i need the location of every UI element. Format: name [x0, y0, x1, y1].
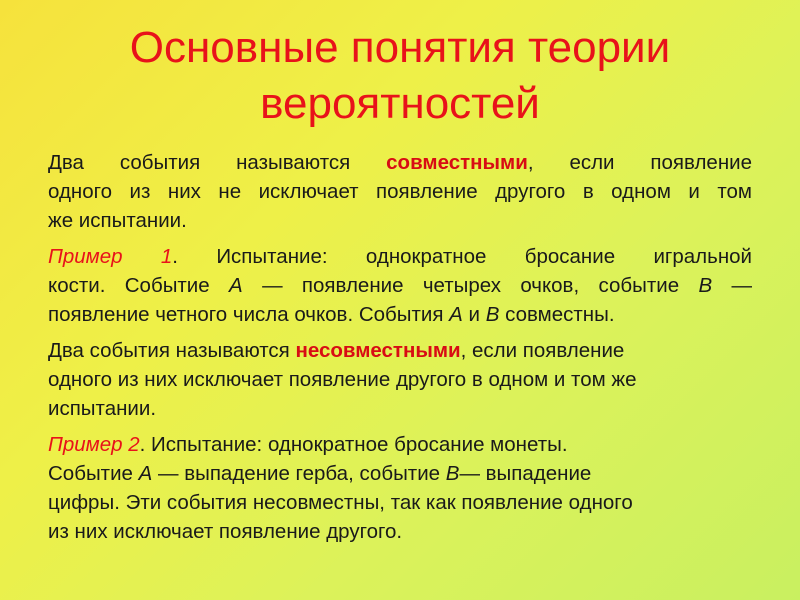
- example-label: Пример 1: [48, 245, 173, 268]
- text-line: одного из них исключает появление другого в одном и том же: [48, 368, 637, 391]
- text-run: . Испытание: однократное бросание игральной: [172, 245, 752, 268]
- text-line: [48, 336, 752, 365]
- text-line: же испытании.: [48, 209, 187, 232]
- text-run: — появление четырех очков, событие: [242, 274, 699, 297]
- definition-compatible: [48, 148, 752, 235]
- text-run: —: [712, 274, 752, 297]
- title-line-1: Основные понятия теории: [129, 23, 671, 72]
- event-symbol: А: [449, 303, 463, 326]
- text-run: совместны.: [499, 303, 615, 326]
- text-run: , если появление: [460, 339, 625, 362]
- text-line: из них исключает появление другого.: [48, 520, 403, 543]
- example-1: [48, 242, 752, 329]
- text-line: испытании.: [48, 397, 157, 420]
- slide-body: [48, 148, 752, 553]
- text-run: кости. Событие: [48, 274, 230, 297]
- event-symbol: А: [229, 274, 243, 297]
- text-run: Событие: [48, 462, 139, 485]
- text-run: появление четного числа очков. События: [48, 303, 450, 326]
- title-line-2: вероятностей: [260, 79, 540, 128]
- slide-title: [0, 20, 800, 132]
- text-run: и: [462, 303, 486, 326]
- text-line: [48, 300, 752, 329]
- event-symbol: В: [445, 462, 460, 485]
- term-incompatible: несовместными: [295, 339, 461, 362]
- text-run: , если появление: [527, 151, 752, 174]
- event-symbol: А: [138, 462, 153, 485]
- text-run: . Испытание: однократное бросание монеты.: [139, 433, 568, 456]
- event-symbol: В: [485, 303, 500, 326]
- text-line: цифры. Эти события несовместны, так как появление одного: [48, 491, 633, 514]
- event-symbol: В: [698, 274, 713, 297]
- text-line: [48, 430, 752, 459]
- text-run: — выпадение герба, событие: [152, 462, 446, 485]
- text-line: [48, 242, 752, 271]
- example-label: Пример 2: [48, 433, 140, 456]
- term-compatible: совместными: [386, 151, 528, 174]
- text-run: Два события называются: [48, 151, 387, 174]
- definition-incompatible: [48, 336, 752, 423]
- text-line: [48, 271, 752, 300]
- text-run: — выпадение: [459, 462, 592, 485]
- text-line: [48, 148, 752, 177]
- example-2: [48, 430, 752, 546]
- text-line: [48, 459, 752, 488]
- text-line: одного из них не исключает появление другого в одном и том: [48, 180, 752, 203]
- text-run: Два события называются: [48, 339, 296, 362]
